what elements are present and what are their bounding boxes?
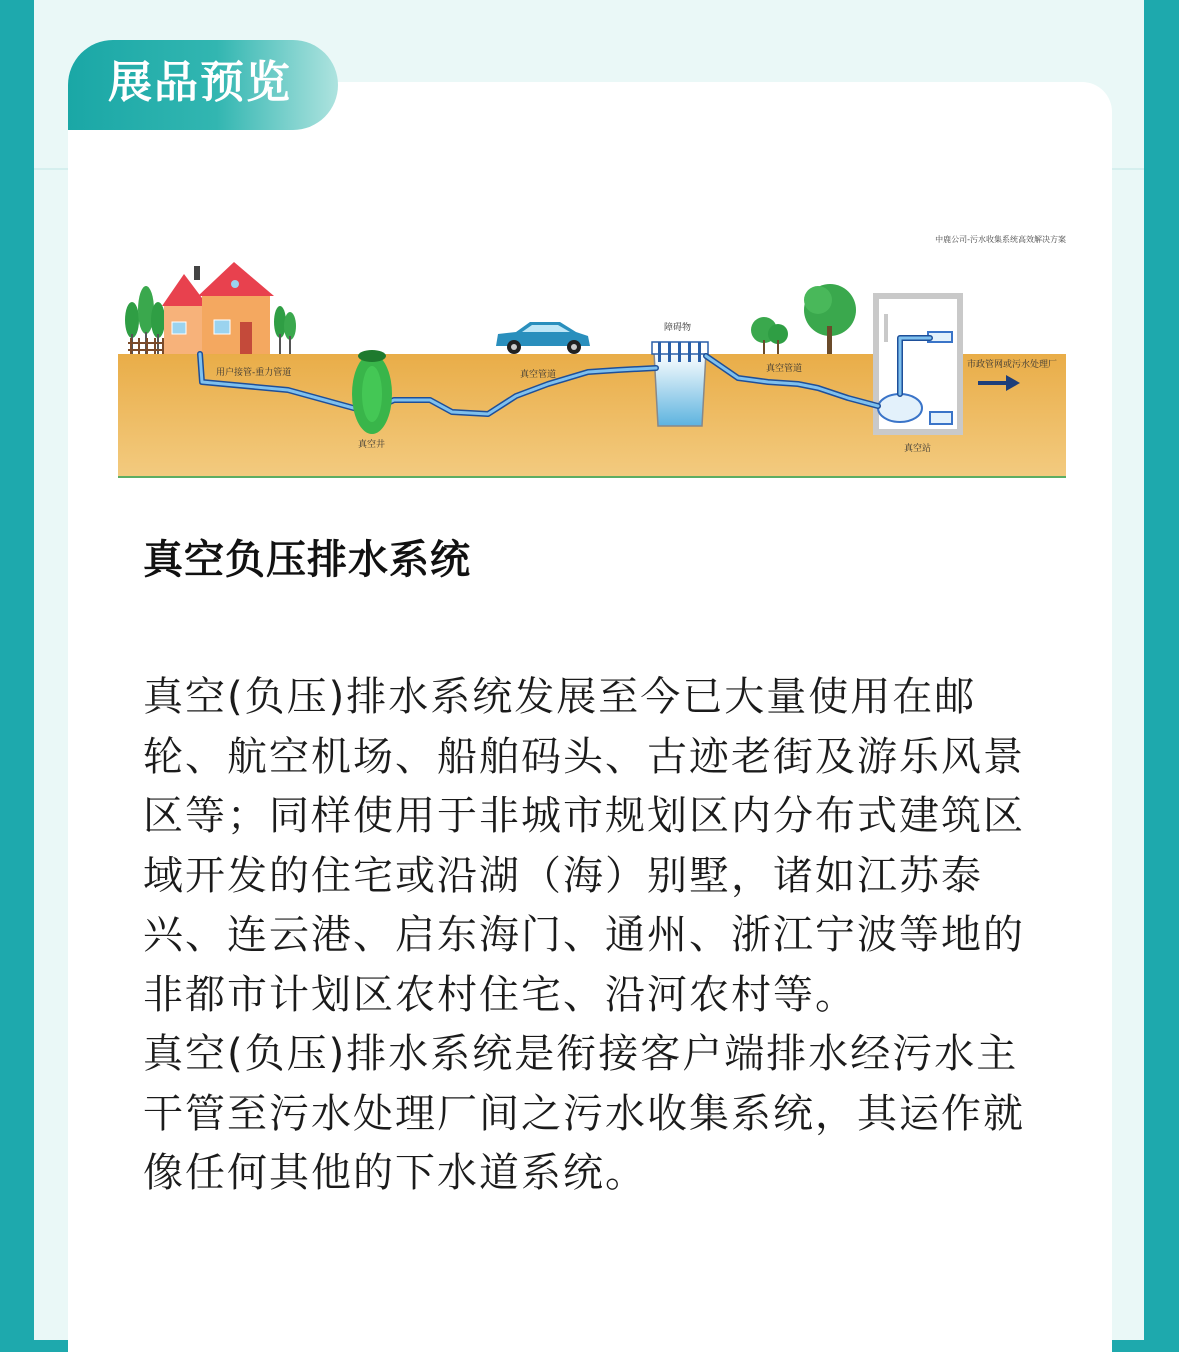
label-vacuum-well: 真空井	[358, 440, 386, 450]
label-destination: 市政管网或污水处理厂	[967, 360, 1058, 370]
car-icon	[496, 322, 590, 354]
diagram-caption: 中鹿公司-污水收集系统高效解决方案	[935, 235, 1066, 244]
label-vacuum-station: 真空站	[904, 444, 932, 454]
label-vacuum-pipe-1: 真空管道	[520, 370, 557, 380]
label-vacuum-pipe-2: 真空管道	[766, 364, 803, 374]
trees-middle-icon	[751, 284, 856, 354]
article-body	[143, 668, 1043, 1204]
article-paragraph-2: 真空(负压)排水系统是衔接客户端排水经污水主干管至污水处理厂间之污水收集系统，其运作就像任何其他的下水道系统。	[143, 1031, 1025, 1196]
article-paragraph-1: 真空(负压)排水系统发展至今已大量使用在邮轮、航空机场、船舶码头、古迹老街及游乐风景区等；同样使用于非城市规划区内分布式建筑区域开发的住宅或沿湖（海）别墅，诸如江苏泰兴、连云港、启东海门、通州、浙江宁波等地的非都市计划区农村住宅、沿河农村等。	[143, 674, 1025, 1018]
vacuum-station-icon	[876, 296, 960, 432]
obstacle-tank-icon	[652, 342, 708, 426]
vacuum-system-diagram	[118, 222, 1068, 480]
article-heading: 真空负压排水系统	[143, 537, 471, 583]
label-user-pipe: 用户接管-重力管道	[216, 368, 292, 378]
diagram-svg	[118, 222, 1068, 480]
label-obstacle: 障碍物	[664, 323, 692, 333]
house-icon	[162, 262, 274, 354]
tree-house-right-icon	[274, 306, 296, 354]
section-tab-title: 展品预览	[108, 57, 292, 108]
